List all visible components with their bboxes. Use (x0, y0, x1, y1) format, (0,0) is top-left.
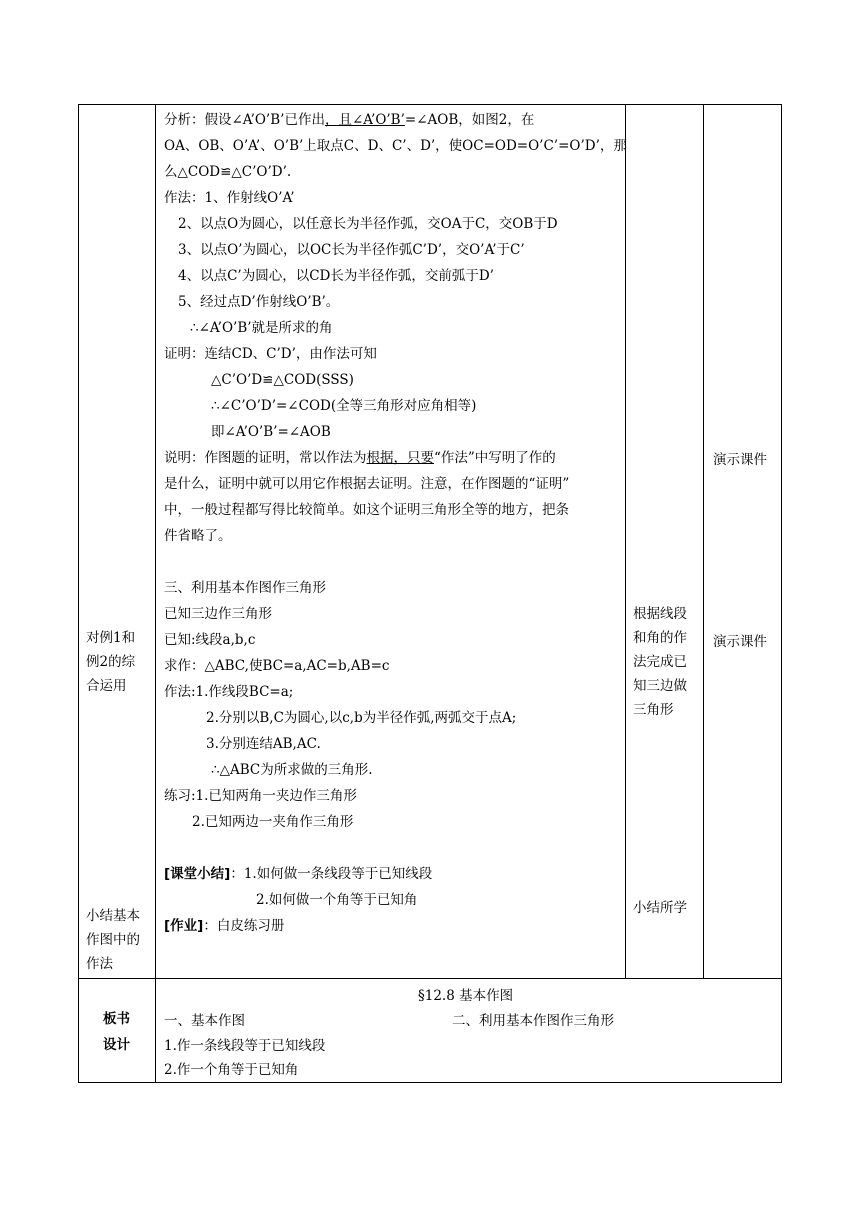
content-text: ∴∠C’O’D’=∠COD(全等三角形对应角相等) (211, 398, 477, 414)
content-text: 分析：假设∠A’O’B’已作出 (164, 112, 325, 128)
board-design-label (78, 1006, 155, 1058)
content-line-11 (211, 370, 354, 390)
student-activity-note (633, 602, 701, 722)
label-line: 例2的综 (86, 654, 136, 670)
content-line-22 (164, 682, 293, 702)
label-line: 设计 (103, 1037, 130, 1053)
table-right-border (781, 104, 782, 1083)
content-text: 即∠A’O’B’=∠AOB (211, 424, 331, 440)
content-line-5 (178, 214, 558, 234)
content-line-2 (164, 136, 627, 156)
content-line-16 (164, 500, 569, 520)
content-text: ：白皮练习册 (203, 918, 285, 934)
board-title: §12.8 基本作图 (418, 988, 514, 1004)
board-item-2: 2.作一个角等于已知角 (164, 1062, 299, 1078)
content-line-7 (178, 266, 494, 286)
content-line-6 (178, 240, 525, 260)
table-left-border (78, 104, 79, 1083)
content-line-8 (178, 292, 339, 312)
summary-label: [课堂小结] (164, 866, 231, 882)
content-line-26 (164, 786, 357, 806)
note-line: 和角的作 (633, 630, 687, 646)
label-line: 板书 (103, 1011, 130, 1027)
class-summary-line (164, 864, 432, 884)
content-text: =∠AOB，如图2，在 (404, 112, 535, 128)
table-top-border (78, 104, 782, 105)
media-note-2: 演示课件 (713, 634, 767, 650)
content-text: 3.分别连结AB,AC. (206, 736, 321, 752)
content-text: 三、利用基本作图作三角形 (164, 580, 326, 596)
content-line-3 (164, 162, 291, 182)
board-left-heading: 一、基本作图 (164, 1013, 245, 1029)
content-text: 2、以点O为圆心，以任意长为半径作弧，交OA于C，交OB于D (178, 216, 558, 232)
content-line-29 (256, 890, 417, 910)
label-line: 作法 (86, 956, 113, 972)
content-line-25 (211, 760, 373, 780)
note-line: 三角形 (633, 702, 674, 718)
section-3-heading (164, 578, 326, 598)
content-line-1 (164, 110, 534, 130)
label-line: 小结基本 (86, 908, 140, 924)
content-line-21 (164, 656, 389, 676)
content-text: ∴△ABC为所求做的三角形. (211, 762, 373, 778)
content-text: ∴∠A’O’B’就是所求的角 (190, 320, 333, 336)
column-divider-2 (625, 104, 626, 979)
label-line: 合运用 (86, 678, 127, 694)
content-underlined-text: ，且∠A’O’B’ (324, 112, 405, 128)
content-text: 3、以点O’为圆心，以OC长为半径作弧C’D’，交O’A’于C’ (178, 242, 525, 258)
board-right-heading: 二、利用基本作图作三角形 (452, 1013, 614, 1029)
content-line-9 (190, 318, 333, 338)
content-text: 求作：△ABC,使BC=a,AC=b,AB=c (164, 658, 390, 674)
content-text: 么△COD≌△C’O’D’. (164, 164, 292, 180)
content-line-15 (164, 474, 569, 494)
content-line-24 (206, 734, 321, 754)
content-line-4 (164, 188, 295, 208)
table-bottom-border (78, 1082, 782, 1083)
homework-label: [作业] (164, 918, 204, 934)
content-text: 2.如何做一个角等于已知角 (256, 892, 418, 908)
media-note-1: 演示课件 (713, 452, 767, 468)
content-text: 2.分别以B,C为圆心,以c,b为半径作弧,两弧交于点A; (206, 710, 517, 726)
content-text: 中，一般过程都写得比较简单。如这个证明三角形全等的地方，把条 (164, 502, 569, 518)
homework-line (164, 916, 284, 936)
content-text: 5、经过点D’作射线O’B’。 (178, 294, 340, 310)
content-line-10 (164, 344, 377, 364)
content-text: 4、以点C’为圆心，以CD长为半径作弧，交前弧于D’ (178, 268, 494, 284)
column-divider-1 (155, 104, 156, 1083)
content-text: 作法:1.作线段BC=a; (164, 684, 294, 700)
content-line-27 (192, 812, 353, 832)
content-text: △C’O’D≌△COD(SSS) (211, 372, 354, 388)
content-text: 已知:线段a,b,c (164, 632, 256, 648)
content-text: 2.已知两边一夹角作三角形 (192, 814, 354, 830)
board-item-1: 1.作一条线段等于已知线段 (164, 1038, 326, 1054)
content-text: 是什么，证明中就可以用它作根据去证明。注意，在作图题的“证明” (164, 476, 570, 492)
note-line: 法完成已 (633, 654, 687, 670)
content-line-19 (164, 604, 272, 624)
content-text: 证明：连结CD、C’D’，由作法可知 (164, 346, 377, 362)
student-summary-note: 小结所学 (633, 900, 687, 916)
content-text: 作法：1、作射线O’A’ (164, 190, 295, 206)
note-line: 知三边做 (633, 678, 687, 694)
left-label-summary (86, 904, 152, 976)
content-text: 件省略了。 (164, 528, 232, 544)
content-line-12 (211, 396, 476, 416)
label-line: 对例1和 (86, 630, 136, 646)
left-label-application (86, 626, 152, 698)
content-text: 已知三边作三角形 (164, 606, 272, 622)
content-underlined-text: 根据，只要 (366, 450, 434, 466)
content-line-17 (164, 526, 232, 546)
content-text: 说明：作图题的证明，常以作法为 (164, 450, 367, 466)
column-divider-3 (703, 104, 704, 979)
content-text: ：1.如何做一条线段等于已知线段 (230, 866, 433, 882)
row-divider (78, 978, 782, 979)
content-text: OA、OB、O’A’、O’B’上取点C、D、C’、D’，使OC=OD=O’C’=O’D’，那 (164, 138, 627, 154)
label-line: 作图中的 (86, 932, 140, 948)
content-text: 练习:1.已知两角一夹边作三角形 (164, 788, 357, 804)
content-line-23 (206, 708, 516, 728)
content-line-13 (211, 422, 331, 442)
content-text: “作法”中写明了作的 (434, 450, 556, 466)
content-line-20 (164, 630, 255, 650)
content-line-14 (164, 448, 556, 468)
note-line: 根据线段 (633, 606, 687, 622)
